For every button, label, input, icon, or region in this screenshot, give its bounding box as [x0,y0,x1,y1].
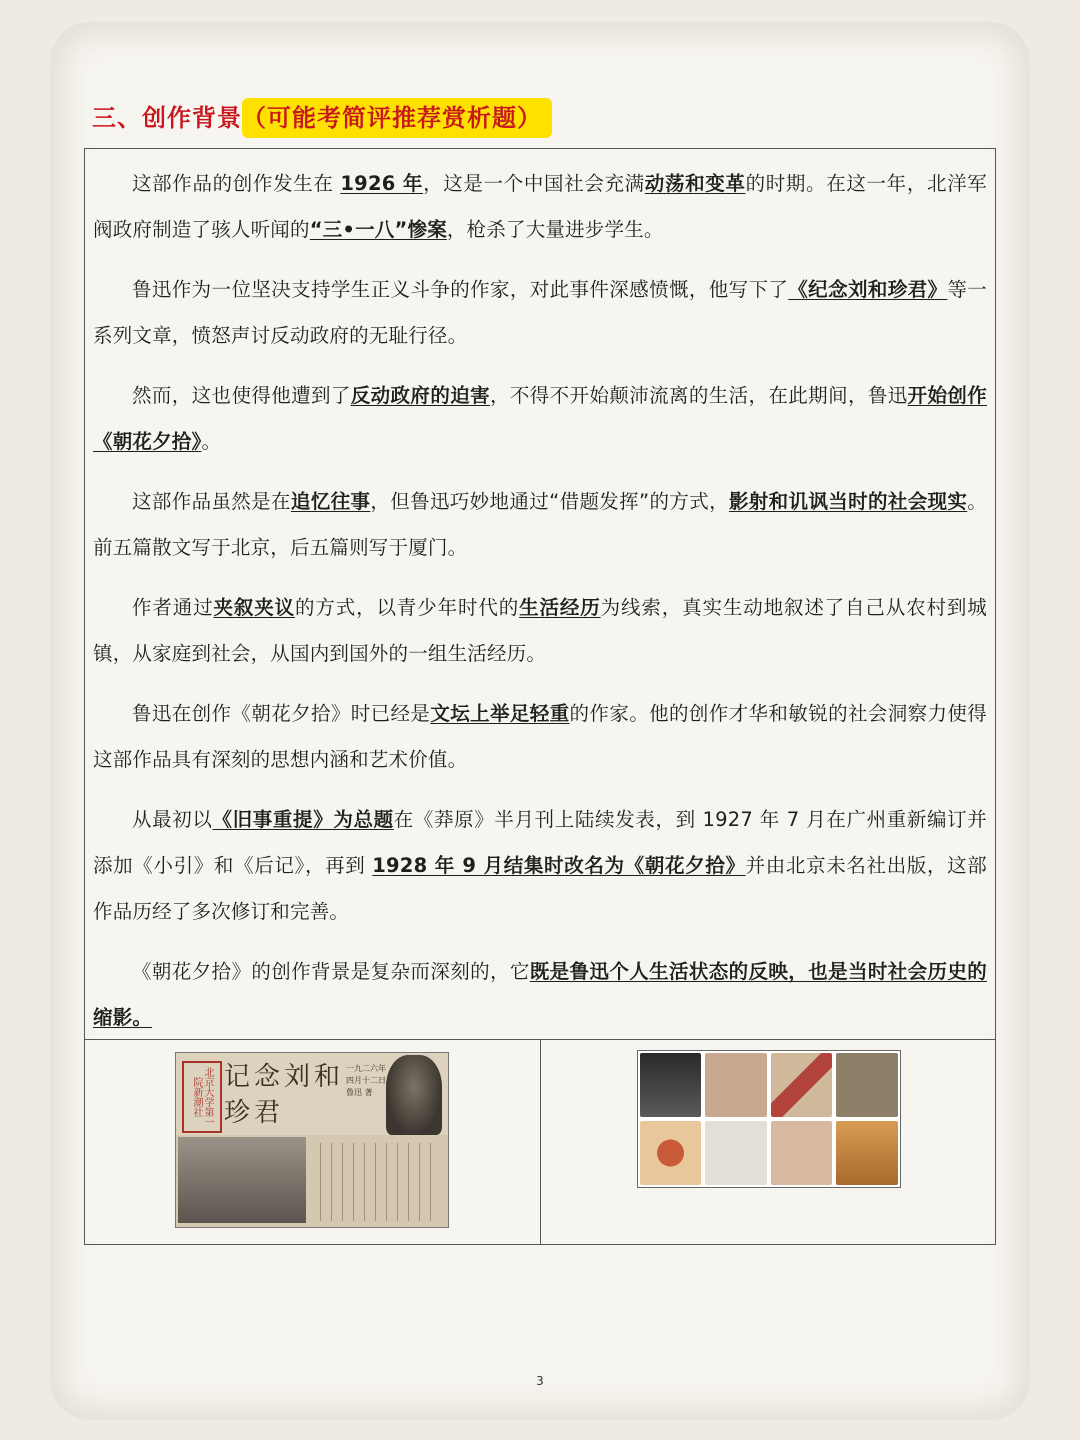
paragraph-text: 的作家。他的创作才华和敏锐的社会洞察力使得这部作品具有深刻的思想内涵和艺术价值。 [93,702,987,771]
paragraph-text: ，枪杀了大量进步学生。 [446,218,664,241]
page-number: 3 [536,1374,544,1388]
paragraph [93,267,987,359]
emphasis-text: 生活经历 [519,596,601,619]
paragraph-text: 并由北京未名社出版，这部作品历经了多次修订和完善。 [93,854,988,923]
text-box [84,148,996,1040]
emphasis-text: 《纪念刘和珍君》 [788,278,948,301]
book-cover-tile [771,1121,833,1185]
emphasis-text: 追忆往事 [290,490,371,513]
image-article-date-author: 一九二六年四月十二日 鲁迅 著 [346,1064,386,1097]
emphasis-text: 影射和讥讽当时的社会现实 [728,490,968,513]
image-article-title: 记念刘和珍君 [224,1062,345,1128]
book-covers-collage [637,1050,901,1188]
paragraph-text: 这部作品的创作发生在 [132,172,341,195]
paragraph [93,691,987,783]
image-row [84,1039,996,1245]
emphasis-text: 动荡和变革 [644,172,746,195]
paragraph-text: 为线索，真实生动地叙述了自己从农村到城镇，从家庭到社会，从国内到国外的一组生活经历。 [93,596,987,665]
emphasis-text: 夹叙夹议 [213,596,295,619]
paragraph-text: 从最初以 [132,808,213,831]
paragraph [93,373,987,465]
paragraph-text: 然而，这也使得他遭到了 [132,384,351,407]
paragraph [93,797,987,935]
emphasis-text: 开始创作《朝花夕拾》 [93,384,987,453]
paragraph-text: 的时期。在这一年，北洋军阀政府制造了骇人听闻的 [93,172,987,241]
book-cover-tile [771,1053,833,1117]
book-cover-tile [705,1053,767,1117]
paragraph [93,161,987,253]
street-photo [178,1137,306,1223]
book-cover-tile [705,1121,767,1185]
heading-highlight: （可能考简评推荐赏析题） [242,98,552,138]
paragraph-text: 的方式，以青少年时代的 [295,596,520,619]
image-cell-right [540,1040,996,1244]
emphasis-text: 1926 年 [340,172,424,195]
paragraph [93,479,987,571]
lu-xun-portrait [386,1055,442,1135]
emphasis-text: “三•一八”惨案 [309,218,447,241]
paragraph-text: 等一系列文章，愤怒声讨反动政府的无耻行径。 [93,278,987,347]
paragraph-text: 鲁迅在创作《朝花夕拾》时已经是 [132,702,431,725]
emphasis-text: 既是鲁迅个人生活状态的反映，也是当时社会历史的缩影。 [93,960,987,1029]
emphasis-text: 文坛上举足轻重 [430,702,570,725]
book-cover-tile [836,1121,898,1185]
book-cover-tile [836,1053,898,1117]
paragraph-text: 鲁迅作为一位坚决支持学生正义斗争的作家，对此事件深感愤慨，他写下了 [132,278,789,301]
emphasis-text: 反动政府的迫害 [350,384,490,407]
section-heading [92,98,552,133]
paragraph [93,585,987,677]
emphasis-text: 1928 年 9 月结集时改名为《朝花夕拾》 [372,854,746,877]
paragraph-text: ，不得不开始颠沛流离的生活，在此期间，鲁迅 [489,384,908,407]
paragraph-text: 《朝花夕拾》的创作背景是复杂而深刻的，它 [132,960,530,983]
emphasis-text: 《旧事重提》为总题 [212,808,394,831]
paragraph-text: 。前五篇散文写于北京，后五篇则写于厦门。 [93,490,987,559]
publisher-seal: 北京大学第一院新潮社 [182,1061,222,1133]
book-cover-tile [640,1121,702,1185]
paragraph-text: 作者通过 [132,596,214,619]
image-cell-left [85,1040,540,1244]
paragraph [93,949,987,1041]
memorial-article-image [175,1052,449,1228]
heading-main: 三、创作背景 [92,104,242,132]
paragraph-text: ，但鲁迅巧妙地通过“借题发挥”的方式， [370,490,729,513]
article-text-lines [314,1143,440,1221]
paragraph-text: ，这是一个中国社会充满 [423,172,645,195]
paragraph-text: 这部作品虽然是在 [132,490,291,513]
author-photo-tile [640,1053,702,1117]
paragraph-text: 。 [201,430,222,453]
paragraph-text: 在《莽原》半月刊上陆续发表，到 1927 年 7 月在广州重新编订并添加《小引》和《后记》，再到 [93,808,987,877]
